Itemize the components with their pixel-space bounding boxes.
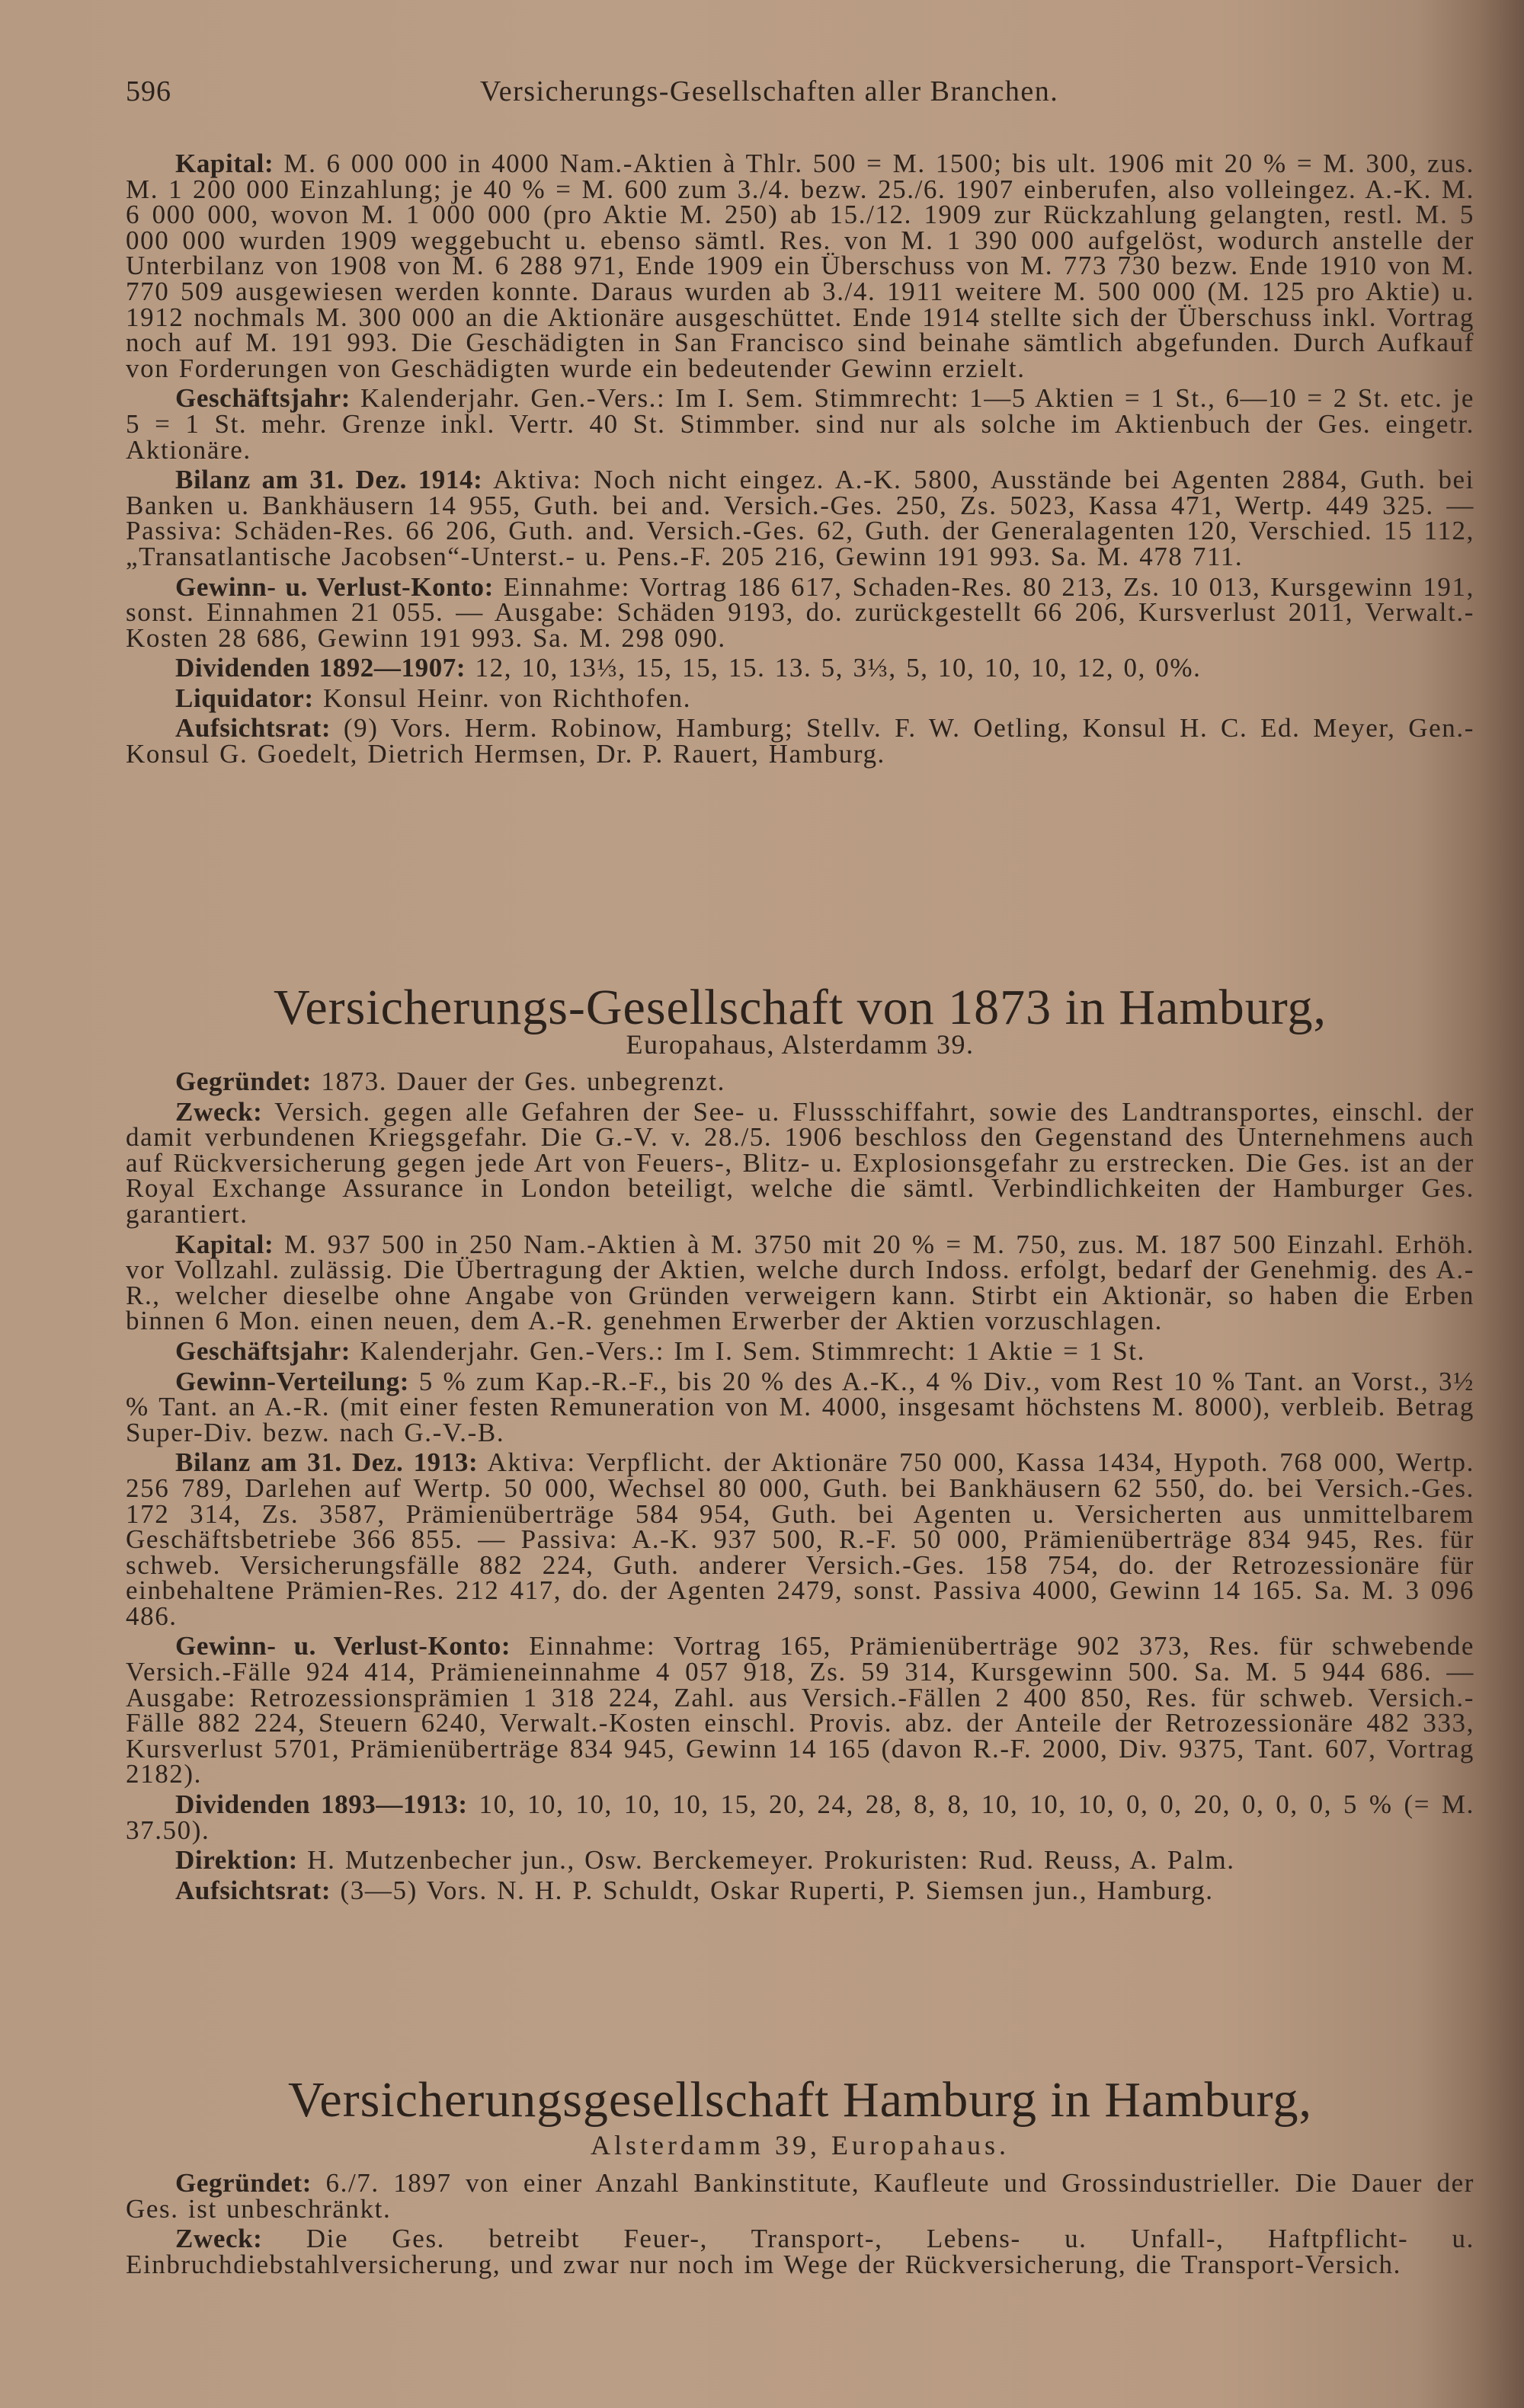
paragraph-label: Gewinn- u. Verlust-Konto: [175,571,494,602]
paragraph [126,1096,1474,1229]
paragraph-label: Dividenden 1892—1907: [175,653,466,683]
paragraph-label: Zweck: [175,2224,263,2254]
paragraph-text: Einnahme: Vortrag 165, Prämienüberträge 902 373, Res. für schwebende Versich.-Fälle 924 414, Prämieneinnahme 4 057 918, Zs. 59 314, Kursgewinn 500. Sa. M. 5 944 686. — Ausgabe: Retrozessionsprämien 1 318 224, Zahl. aus Versich.-Fällen 2 400 850, Res. für schweb. Versich.-Fälle 882 224, Steuern 6240, Verwalt.-Kosten einschl. Provis. abz. der Anteile der Retrozessionäre 482 333, Kursverlust 5701, Prämienüberträge 834 945, Gewinn 14 165 (davon R.-F. 2000, Div. 9375, Tant. 607, Vortrag 2182). [126,1631,1474,1789]
entry-continued [126,151,1474,772]
paragraph [126,151,1474,381]
paragraph [126,1633,1474,1787]
paragraph-text: 12, 10, 13⅓, 15, 15, 15. 13. 5, 3⅓, 5, 10, 10, 10, 12, 0, 0%. [475,653,1202,683]
company-address-hamburg: Alsterdamm 39, Europahaus. [591,2130,1010,2160]
paragraph-label: Gegründet: [175,2168,312,2198]
paragraph-text: Konsul Heinr. von Richthofen. [323,683,692,713]
company-title-hamburg: Versicherungsgesellschaft Hamburg in Hamburg, [288,2072,1312,2128]
company-title-1873: Versicherungs-Gesellschaft von 1873 in Hamburg, [274,980,1327,1035]
paragraph [126,713,1474,769]
paragraph-text: 10, 10, 10, 10, 10, 15, 20, 24, 28, 8, 8, 10, 10, 10, 0, 0, 20, 0, 0, 0, 5 % (= M. 37.50). [126,1789,1474,1845]
paragraph [126,2226,1474,2277]
paragraph [126,683,1474,713]
paragraph-label: Aufsichtsrat: [175,1875,331,1905]
paragraph-text: H. Mutzenbecher jun., Osw. Berckemeyer. Prokuristen: Rud. Reuss, A. Palm. [307,1845,1235,1876]
running-title: Versicherungs-Gesellschaften aller Branchen. [480,75,1059,107]
paragraph [126,571,1474,653]
entry-1873 [126,1066,1475,1908]
paragraph [126,1335,1474,1366]
paragraph-label: Direktion: [175,1845,298,1876]
paragraph [126,2168,1474,2224]
paragraph-label: Liquidator: [175,683,314,713]
page-header [126,75,1474,110]
paragraph-text: Aktiva: Noch nicht eingez. A.-K. 5800, Ausstände bei Agenten 2884, Guth. bei Banken u. Bankhäusern 14 955, Guth. bei and. Versich.-Ges. 250, Zs. 5023, Kassa 471, Wertp. 449 325. — Passiva: Schäden-Res. 66 206, Guth. and. Versich.-Ges. 62, Guth. der Generalagenten 120, Verschied. 15 112, „Transatlantische Jacobsen“-Unterst.- u. Pens.-F. 205 216, Gewinn 191 993. Sa. M. 478 711. [126,465,1474,571]
paragraph-label: Kapital: [175,149,274,178]
paragraph-text: M. 6 000 000 in 4000 Nam.-Aktien à Thlr. 500 = M. 1500; bis ult. 1906 mit 20 % = M. 300, zus. M. 1 200 000 Einzahlung; je 40 % = M. 600 zum 3./4. bezw. 25./6. 1907 einberufen, also volleingez. A.-K. M. 6 000 000, wovon M. 1 000 000 (pro Aktie M. 250) ab 15./12. 1909 zur Rückzahlung gelangten, restl. M. 5 000 000 wurden 1909 weggebucht u. ebenso sämtl. Res. von M. 1 390 000 aufgelöst, wodurch anstelle der Unterbilanz von 1908 von M. 6 288 971, Ende 1909 ein Überschuss von M. 773 730 bezw. Ende 1910 von M. 770 509 ausgewiesen werden konnte. Daraus wurden ab 3./4. 1911 weitere M. 500 000 (M. 125 pro Aktie) u. 1912 nochmals M. 300 000 an die Aktionäre ausgeschüttet. Ende 1914 stellte sich der Überschuss inkl. Vortrag noch auf M. 191 993. Die Geschädigten in San Francisco sind beinahe sämtlich abgefunden. Durch Aufkauf von Forderungen von Geschädigten wurde ein bedeutender Gewinn erzielt. [126,149,1474,383]
paragraph [126,1789,1474,1845]
paragraph-label: Dividenden 1893—1913: [175,1789,468,1820]
paragraph-text: Die Ges. betreibt Feuer-, Transport-, Lebens- u. Unfall-, Haftpflicht- u. Einbruchdiebstahlversicherung, und zwar nur noch im Wege der Rückversicherung, die Transport-Versich. [126,2224,1475,2279]
paragraph-label: Kapital: [175,1229,274,1259]
paragraph-text: M. 937 500 in 250 Nam.-Aktien à M. 3750 mit 20 % = M. 750, zus. M. 187 500 Einzahl. Erhöh. vor Vollzahl. zulässig. Die Übertragung der Aktien, welche durch Indoss. erfolgt, bedarf der Genehmig. des A.-R., welcher dieselbe ohne Angabe von Gründen verweigern kann. Stirbt ein Aktionär, so haben die Erben binnen 6 Mon. einen neuen, dem A.-R. genehmen Erwerber der Aktien vorzuschlagen. [126,1229,1475,1336]
paragraph [126,1845,1474,1876]
paragraph-text: Versich. gegen alle Gefahren der See- u. Flussschiffahrt, sowie des Landtransportes, einschl. der damit verbundenen Kriegsgefahr. Die G.-V. v. 28./5. 1906 beschloss den Gegenstand des Unternehmens auch auf Rückversicherung gegen jede Art von Feuers-, Blitz- u. Explosionsgefahr zu erstrecken. Die Ges. ist an der Royal Exchange Assurance in London beteiligt, welche die sämtl. Verbindlichkeiten der Hamburger Ges. garantiert. [126,1096,1474,1229]
paragraph-text: Aktiva: Verpflicht. der Aktionäre 750 000, Kassa 1434, Hypoth. 768 000, Wertp. 256 789, Darlehen auf Wertp. 50 000, Wechsel 80 000, Guth. bei Bankhäusern 62 550, do. bei Versich.-Ges. 172 314, Zs. 3587, Prämienüberträge 584 954, Guth. bei Agenten u. Versicherten aus unmittelbarem Geschäftsbetriebe 366 855. — Passiva: A.-K. 937 500, R.-F. 50 000, Prämienüberträge 834 945, Res. für schweb. Versicherungsfälle 882 224, Guth. anderer Versich.-Ges. 158 754, do. der Retrozessionäre für einbehaltene Prämien-Res. 212 417, do. der Agenten 2479, sonst. Passiva 4000, Gewinn 14 165. Sa. M. 3 096 486. [126,1447,1475,1631]
paragraph-text: 5 % zum Kap.-R.-F., bis 20 % des A.-K., 4 % Div., vom Rest 10 % Tant. an Vorst., 3½ % Tant. an A.-R. (mit einer festen Remuneration von M. 4000, insgesamt höchstens M. 8000), verbleib. Betrag Super-Div. bezw. nach G.-V.-B. [126,1366,1474,1447]
paragraph-label: Bilanz am 31. Dez. 1914: [175,465,483,495]
paragraph-text: (3—5) Vors. N. H. P. Schuldt, Oskar Ruperti, P. Siemsen jun., Hamburg. [340,1875,1214,1905]
paragraph [126,1366,1474,1447]
company-address-1873: Europahaus, Alsterdamm 39. [626,1029,975,1060]
paragraph [126,655,1474,681]
paragraph [126,467,1474,569]
entry-hamburg [126,2170,1474,2282]
paragraph-label: Geschäftsjahr: [175,383,351,414]
paragraph-label: Zweck: [175,1096,263,1127]
paragraph [126,1229,1475,1336]
paragraph-text: 6./7. 1897 von einer Anzahl Bankinstitute, Kaufleute und Grossindustrieller. Die Dauer der Ges. ist unbeschränkt. [126,2168,1474,2224]
paragraph-label: Gewinn-Verteilung: [175,1366,410,1396]
paragraph-label: Aufsichtsrat: [175,713,331,744]
paragraph-label: Geschäftsjahr: [175,1335,351,1366]
paragraph [126,1066,1474,1096]
paragraph-label: Gegründet: [175,1066,312,1096]
page-number: 596 [126,75,171,107]
paragraph-text: 1873. Dauer der Ges. unbegrenzt. [321,1066,725,1096]
paragraph-label: Bilanz am 31. Dez. 1913: [175,1447,479,1478]
paragraph-text: Kalenderjahr. Gen.-Vers.: Im I. Sem. Stimmrecht: 1—5 Aktien = 1 St., 6—10 = 2 St. etc. je 5 = 1 St. mehr. Grenze inkl. Vertr. 40 St. Stimmber. sind nur als solche im Aktienbuch der Ges. eingetr. Aktionäre. [126,383,1474,465]
paragraph-label: Gewinn- u. Verlust-Konto: [175,1631,511,1661]
paragraph [126,1447,1475,1631]
paragraph-text: Kalenderjahr. Gen.-Vers.: Im I. Sem. Stimmrecht: 1 Aktie = 1 St. [360,1335,1145,1366]
paragraph [126,1875,1474,1905]
paragraph [126,383,1474,465]
paragraph-text: (9) Vors. Herm. Robinow, Hamburg; Stellv. F. W. Oetling, Konsul H. C. Ed. Meyer, Gen.-Konsul G. Goedelt, Dietrich Hermsen, Dr. P. Rauert, Hamburg. [126,713,1474,769]
paragraph-text: Einnahme: Vortrag 186 617, Schaden-Res. 80 213, Zs. 10 013, Kursgewinn 191, sonst. Einnahmen 21 055. — Ausgabe: Schäden 9193, do. zurückgestellt 66 206, Kursverlust 2011, Verwalt.-Kosten 28 686, Gewinn 191 993. Sa. M. 298 090. [126,571,1474,653]
